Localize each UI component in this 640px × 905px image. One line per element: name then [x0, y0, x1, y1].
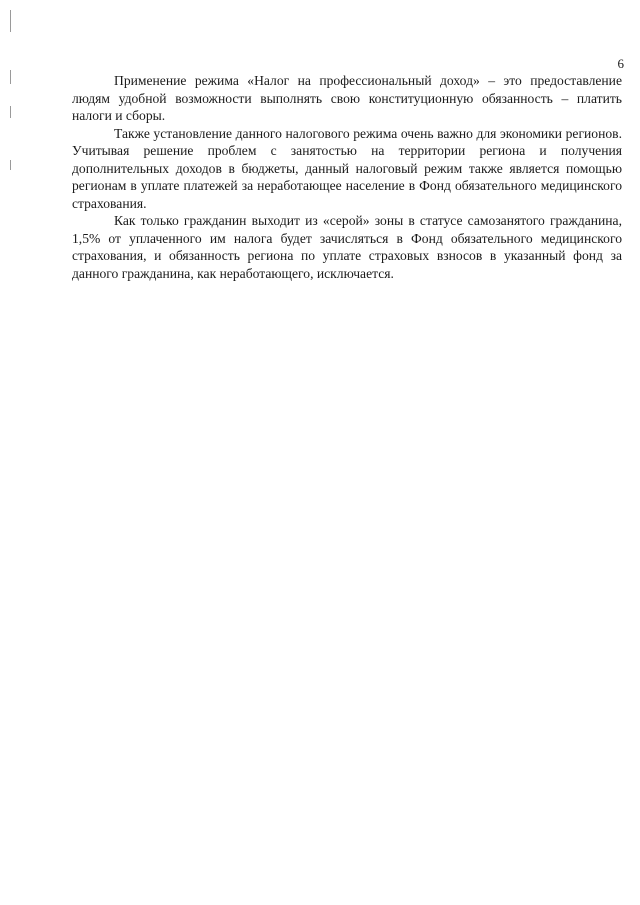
binding-mark [10, 70, 11, 84]
binding-mark [10, 160, 11, 170]
binding-mark [10, 10, 11, 32]
document-body [72, 72, 622, 282]
binding-marks [10, 10, 14, 180]
page-number: 6 [617, 56, 624, 71]
paragraph: Применение режима «Налог на профессиональный доход» – это предоставление людям удобной возможности выполнять свою конституционную обязанность – платить налоги и сборы. [72, 73, 622, 123]
paragraph: Как только гражданин выходит из «серой» зоны в статусе самозанятого гражданина, 1,5% от уплаченного им налога будет зачисляться в Фонд обязательного медицинского страхования, и обязанность региона по уплате страховых взносов в указанный фонд за данного гражданина, как неработающего, исключается. [72, 213, 622, 281]
binding-mark [10, 106, 11, 118]
paragraph: Также установление данного налогового режима очень важно для экономики регионов. Учитывая решение проблем с занятостью на территории региона и получения дополнительных доходов в бюджеты, данный налоговый режим также является помощью регионам в уплате платежей за неработающее население в Фонд обязательного медицинского страхования. [72, 125, 622, 211]
